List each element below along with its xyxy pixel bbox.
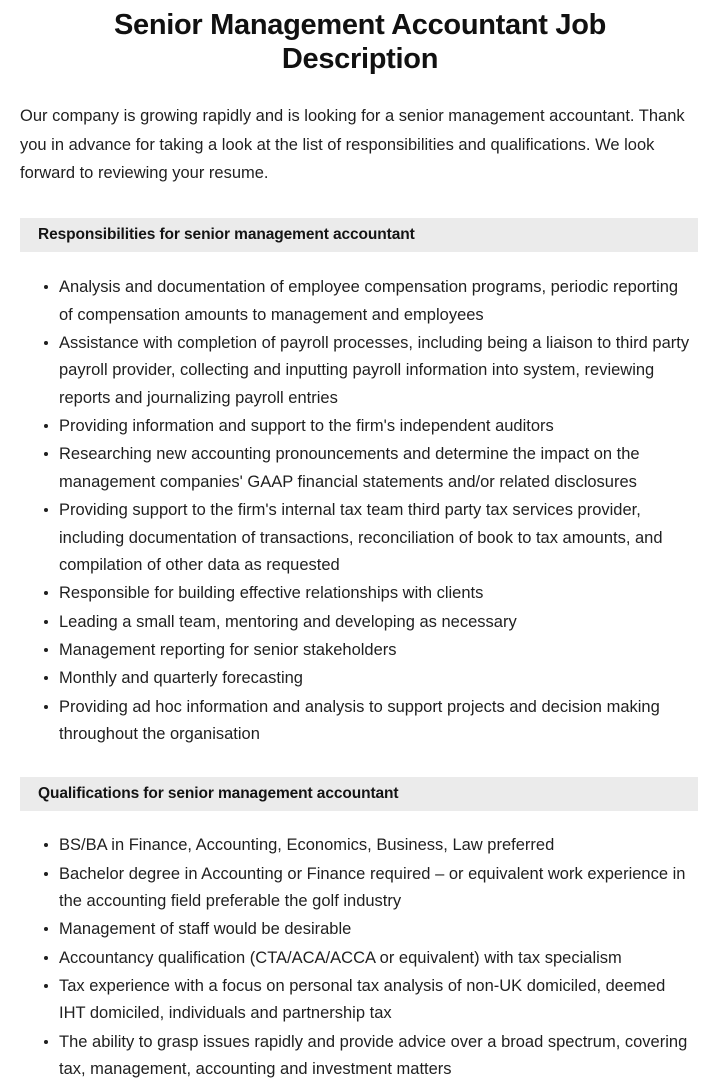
responsibilities-section <box>0 218 720 750</box>
responsibilities-list <box>0 252 720 749</box>
list-item: Responsible for building effective relationships with clients <box>59 580 694 608</box>
page-title: Senior Management Accountant Job Description <box>113 9 607 76</box>
list-item: Providing ad hoc information and analysis to support projects and decision making throughout the organisation <box>59 694 694 750</box>
list-item: Leading a small team, mentoring and developing as necessary <box>59 609 694 637</box>
list-item: Providing support to the firm's internal tax team third party tax services provider, including documentation of transactions, reconciliation of book to tax amounts, and compilation of other data as requested <box>59 497 694 580</box>
intro-paragraph: Our company is growing rapidly and is looking for a senior management accountant. Thank you in advance for taking a look at the list of responsibilities and qualifications. We look forward to reviewing your resume. <box>20 107 685 183</box>
qualifications-list <box>0 811 720 1084</box>
list-item: BS/BA in Finance, Accounting, Economics, Business, Law preferred <box>59 832 694 860</box>
list-item: Providing information and support to the firm's independent auditors <box>59 413 694 441</box>
list-item: Tax experience with a focus on personal tax analysis of non-UK domiciled, deemed IHT domiciled, individuals and partnership tax <box>59 973 694 1029</box>
list-item: Assistance with completion of payroll processes, including being a liaison to third party payroll provider, collecting and inputting payroll information into system, reviewing reports and journalizing payroll entries <box>59 330 694 413</box>
list-item: Researching new accounting pronouncements and determine the impact on the management companies' GAAP financial statements and/or related disclosures <box>59 441 694 497</box>
list-item: Management reporting for senior stakeholders <box>59 637 694 665</box>
list-item: Management of staff would be desirable <box>59 916 694 944</box>
list-item: The ability to grasp issues rapidly and provide advice over a broad spectrum, covering tax, management, accounting and investment matters <box>59 1029 694 1085</box>
list-item: Bachelor degree in Accounting or Finance required – or equivalent work experience in the accounting field preferable the golf industry <box>59 861 694 917</box>
qualifications-heading: Qualifications for senior management accountant <box>20 777 698 812</box>
list-item: Monthly and quarterly forecasting <box>59 665 694 693</box>
responsibilities-heading: Responsibilities for senior management accountant <box>20 218 698 253</box>
list-item: Analysis and documentation of employee compensation programs, periodic reporting of compensation amounts to management and employees <box>59 274 694 330</box>
qualifications-section <box>0 777 720 1085</box>
list-item: Accountancy qualification (CTA/ACA/ACCA or equivalent) with tax specialism <box>59 945 694 973</box>
